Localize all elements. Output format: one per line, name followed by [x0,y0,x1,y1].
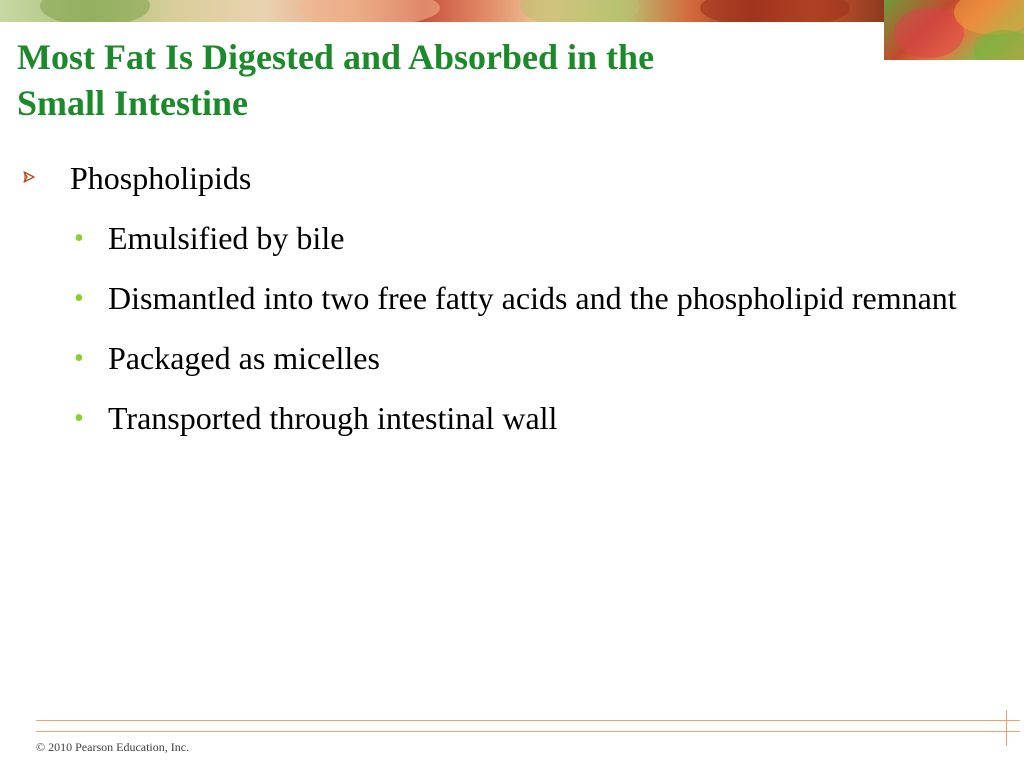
corner-food-photo [884,0,1024,60]
round-dot-bullet-icon: • [74,223,84,254]
copyright-notice: © 2010 Pearson Education, Inc. [36,740,190,754]
sub-bullet-text: Emulsified by bile [108,220,345,256]
sub-bullet-item [0,218,1024,258]
bullet-text: Phospholipids [70,160,252,196]
slide-body [0,158,1024,438]
header-food-banner [0,0,884,22]
bullet-item [0,158,1024,204]
footer-rule-bottom [36,731,1020,732]
round-dot-bullet-icon: • [74,283,84,314]
sub-bullet-text: Packaged as micelles [108,340,380,376]
round-dot-bullet-icon: • [74,403,84,434]
footer-rule-top [36,720,1020,721]
sub-bullet-item [0,398,1024,438]
footer-rule-tick [1006,710,1007,746]
slide-title-line-2: Small Intestine [17,83,249,123]
round-dot-bullet-icon: • [74,343,84,374]
sub-bullet-item [0,278,1024,318]
slide-title [17,34,857,126]
sub-bullet-text: Transported through intestinal wall [108,400,558,436]
sub-bullet-text: Dismantled into two free fatty acids and the phospholipid remnant [108,280,957,316]
slide-title-line-1: Most Fat Is Digested and Absorbed in the [17,37,655,77]
arrowhead-bullet-icon [22,170,36,184]
sub-bullet-item [0,338,1024,378]
